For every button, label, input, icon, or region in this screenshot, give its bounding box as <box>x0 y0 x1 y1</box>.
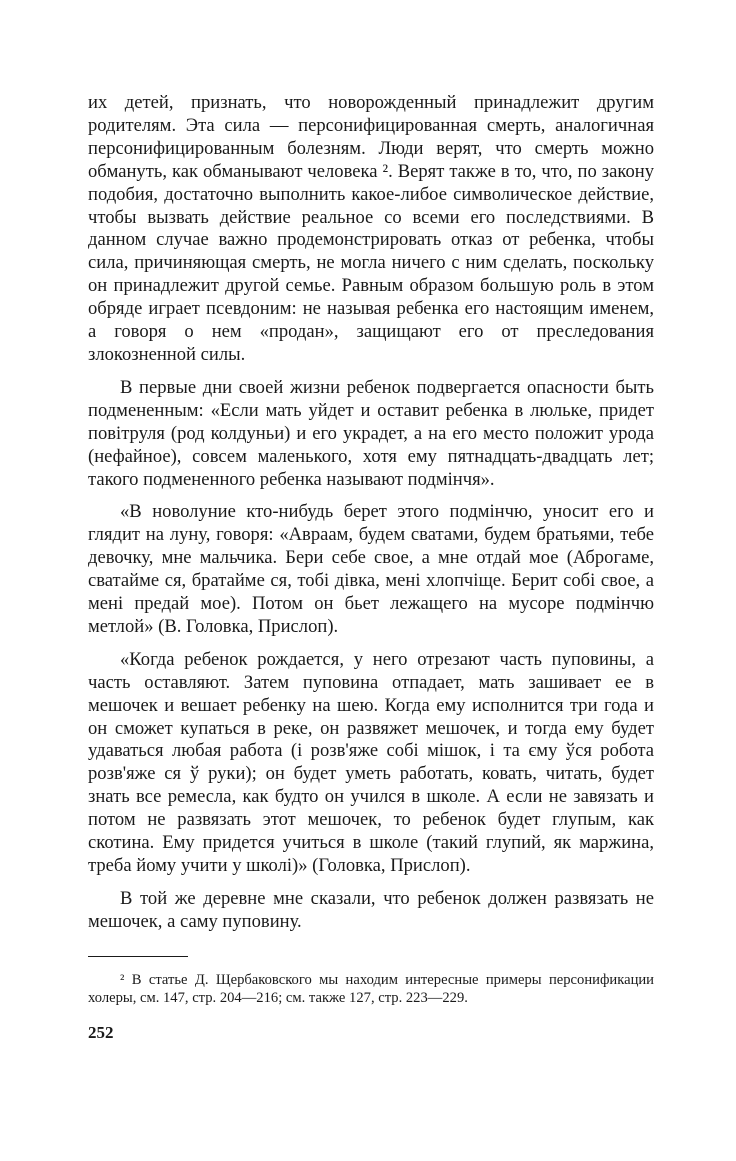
footnote: ² В статье Д. Щербаковского мы находим интересные примеры персонификации холеры, см. 147, стр. 204—216; см. также 127, стр. 223—229. <box>88 971 654 1007</box>
paragraph-2: В первые дни своей жизни ребенок подвергается опасности быть подмененным: «Если мать уйдет и оставит ребенка в люльке, придет повітруля (род колдуньи) и его украдет, а на его место положит урода (нефайное), совсем маленького, хотя ему пятнадцать-двадцать лет; такого подмененного ребенка называют подмінчя». <box>88 376 654 490</box>
paragraph-4: «Когда ребенок рождается, у него отрезают часть пуповины, а часть оставляют. Затем пуповина отпадает, мать зашивает ее в мешочек и вешает ребенку на шею. Когда ему исполнится три года и он сможет купаться в реке, он развяжет мешочек, и тогда ему будет удаваться любая работа (і розв'яже собі мішок, і та єму ўся робота розв'яже ся ў руки); он будет уметь работать, ковать, читать, будет знать все ремесла, как будто он учился в школе. А если не завязать и потом не развязать этот мешочек, то ребенок будет глупым, как скотина. Ему придется учиться в школе (такий глупий, як маржина, треба йому учити у школі)» (Головка, Прислоп). <box>88 648 654 876</box>
paragraph-3: «В новолуние кто-нибудь берет этого подмінчю, уносит его и глядит на луну, говоря: «Авраам, будем сватами, будем братьями, тебе девочку, мне мальчика. Бери себе свое, а мне отдай мое (Аброгаме, сватайме ся, братайме ся, тобі дівка, мені хлопчіще. Берит собі свое, а мені предай мое). Потом он бьет лежащего на мусоре подмінчю метлой» (В. Головка, Прислоп). <box>88 501 654 637</box>
page-number: 252 <box>88 1022 114 1042</box>
book-page <box>88 92 654 1044</box>
paragraph-1: их детей, признать, что новорожденный принадлежит другим родителям. Эта сила — персонифицированная смерть, аналогичная персонифицированным болезням. Люди верят, что смерть можно обмануть, как обманывают человека ². Верят также в то, что, по закону подобия, достаточно выполнить какое-либое символическое действие, чтобы вызвать действие реальное со всеми его последствиями. В данном случае важно продемонстрировать отказ от ребенка, чтобы сила, причиняющая смерть, не могла ничего с ним сделать, поскольку он принадлежит другой семье. Равным образом большую роль в этом обряде играет псевдоним: не называя ребенка его настоящим именем, а говоря о нем «продан», защищают его от преследования злокозненной силы. <box>88 92 654 365</box>
paragraph-5: В той же деревне мне сказали, что ребенок должен развязать не мешочек, а саму пуповину. <box>88 887 654 932</box>
footnote-divider <box>88 956 188 957</box>
